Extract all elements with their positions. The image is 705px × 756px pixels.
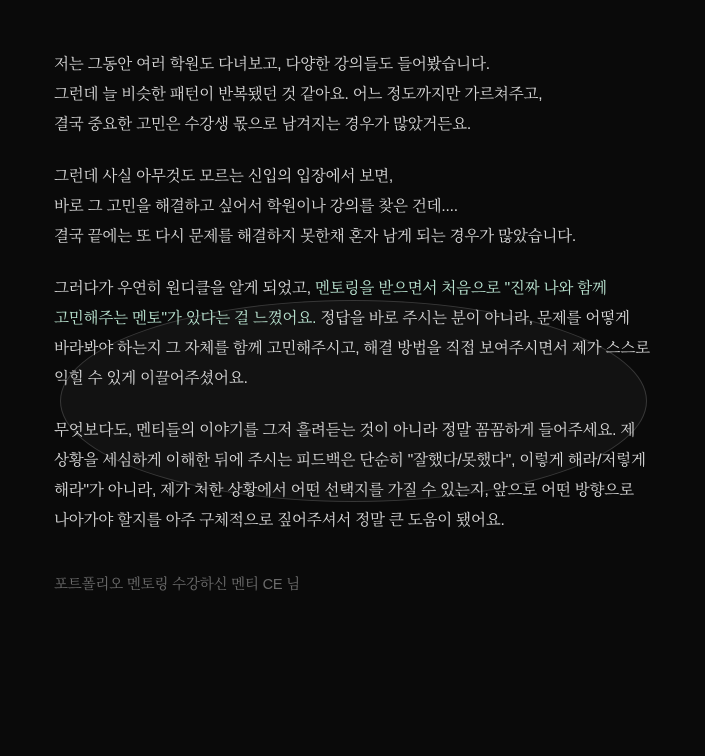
paragraph-3-text-before: 그러다가 우연히 원디클을 알게 되었고, (54, 280, 316, 297)
paragraph-3 (54, 274, 651, 394)
paragraph-1-line-2: 그런데 늘 비슷한 패턴이 반복됐던 것 같아요. 어느 정도까지만 가르쳐주고, (54, 86, 543, 103)
paragraph-1-line-3: 결국 중요한 고민은 수강생 몫으로 남겨지는 경우가 많았거든요. (54, 116, 471, 133)
testimonial-content (54, 50, 651, 598)
paragraph-2 (54, 162, 651, 252)
paragraph-2-line-3: 결국 끝에는 또 다시 문제를 해결하지 못한채 혼자 남게 되는 경우가 많았습니다. (54, 228, 577, 245)
paragraph-3-highlighted-text: 멘토링을 받으면서 처음으로 "진짜 나와 함께 고민해주는 멘토"가 있다는 걸 느꼈어요. (54, 280, 607, 327)
paragraph-3-text-after: 정답을 바로 주시는 분이 아니라, 문제를 어떻게 바라봐야 하는지 그 자체를 함께 고민해주시고, 해결 방법을 직접 보여주시면서 제가 스스로 익힐 수 있게 이끌어주셨어요. (54, 310, 650, 387)
testimonial-signature: 포트폴리오 멘토링 수강하신 멘티 CE 님 (54, 577, 300, 593)
paragraph-2-line-2: 바로 그 고민을 해결하고 싶어서 학원이나 강의를 찾은 건데.... (54, 198, 458, 215)
paragraph-4: 무엇보다도, 멘티들의 이야기를 그저 흘려듣는 것이 아니라 정말 꼼꼼하게 들어주세요. 제 상황을 세심하게 이해한 뒤에 주시는 피드백은 단순히 "잘했다/못했다", 이렇게 해라/저렇게 해라"가 아니라, 제가 처한 상황에서 어떤 선택지를 가질 수 있는지, 앞으로 어떤 방향으로 나아가야 할지를 아주 구체적으로 짚어주셔서 정말 큰 도움이 됐어요. (54, 422, 646, 529)
paragraph-1-line-1: 저는 그동안 여러 학원도 다녀보고, 다양한 강의들도 들어봤습니다. (54, 56, 490, 73)
paragraph-2-line-1: 그런데 사실 아무것도 모르는 신입의 입장에서 보면, (54, 168, 393, 185)
paragraph-1 (54, 50, 651, 140)
